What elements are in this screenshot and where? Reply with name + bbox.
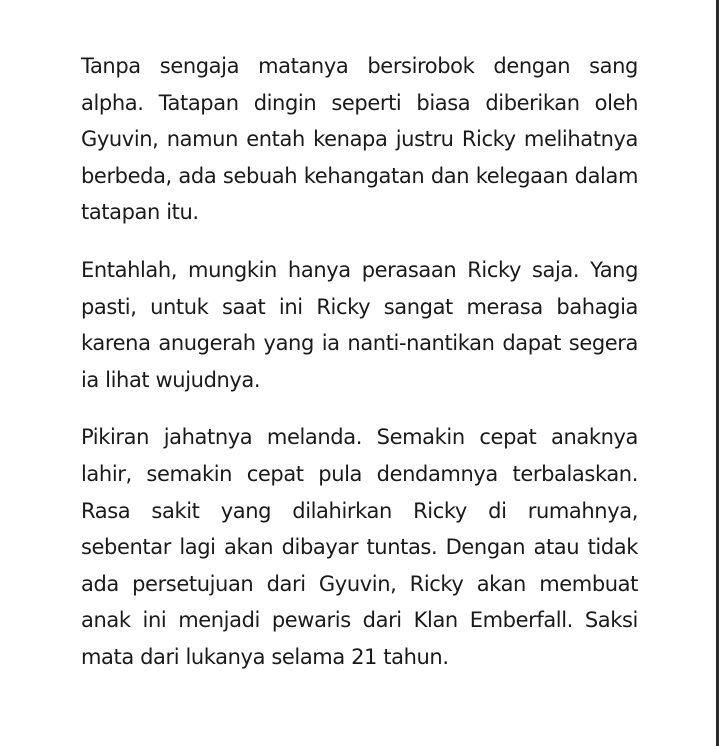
story-text — [81, 48, 638, 697]
paragraph-3: Pikiran jahatnya melanda. Semakin cepat anaknya lahir, semakin cepat pula dendamnya terbalaskan. Rasa sakit yang dilahirkan Ricky di rumahnya, sebentar lagi akan dibayar tuntas. Dengan atau tidak ada persetujuan dari Gyuvin, Ricky akan membuat anak ini menjadi pewaris dari Klan Emberfall. Saksi mata dari lukanya selama 21 tahun. — [81, 425, 638, 669]
paragraph-2: Entahlah, mungkin hanya perasaan Ricky saja. Yang pasti, untuk saat ini Ricky sangat merasa bahagia karena anugerah yang ia nanti-nantikan dapat segera ia lihat wujudnya. — [81, 257, 638, 392]
paragraph-1: Tanpa sengaja matanya bersirobok dengan sang alpha. Tatapan dingin seperti biasa diberikan oleh Gyuvin, namun entah kenapa justru Ricky melihatnya berbeda, ada sebuah kehangatan dan kelegaan dalam tatapan itu. — [81, 54, 638, 225]
